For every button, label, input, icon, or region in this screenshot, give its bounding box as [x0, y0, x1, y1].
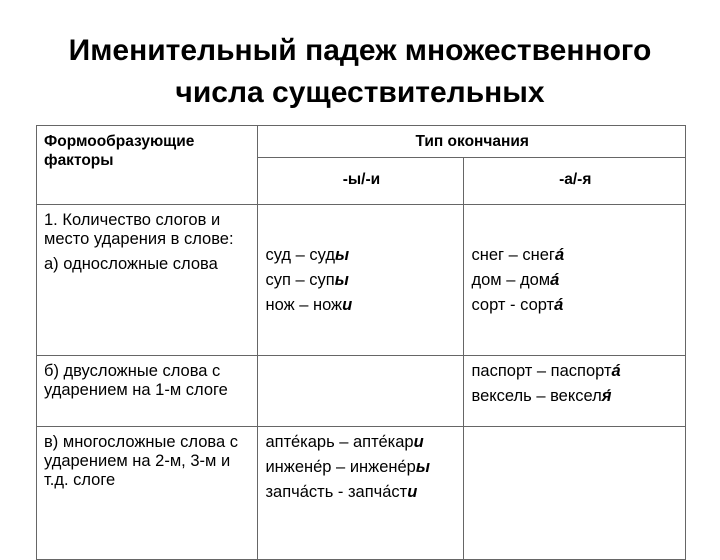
factor-cell — [37, 356, 258, 427]
ending-mark: и — [413, 433, 424, 451]
header-ending-y: -ы/-и — [258, 158, 464, 205]
ending-a-cell — [464, 205, 686, 356]
table-header-row — [37, 126, 686, 158]
ending-mark: и — [342, 295, 353, 314]
title-line-2: числа существительных — [175, 76, 545, 109]
word-pair: инжене́р – инжене́ры — [265, 458, 430, 476]
ending-mark: ы — [415, 458, 430, 476]
word-pair: снег – снегá — [471, 245, 565, 264]
ending-mark: и — [407, 483, 418, 501]
factor-text: а) односложные слова — [44, 255, 218, 273]
ending-mark: á — [554, 295, 564, 314]
header-ending-a: -а/-я — [464, 158, 686, 205]
ending-a-cell — [464, 356, 686, 427]
word-pair: нож – ножи — [265, 295, 353, 314]
table-row — [37, 205, 686, 356]
page-title — [0, 30, 720, 114]
word-pair: апте́карь – апте́кари — [265, 433, 424, 451]
table-row — [37, 356, 686, 427]
title-line-1: Именительный падеж множественного — [68, 34, 652, 67]
noun-plural-table — [36, 125, 686, 560]
ending-mark: ы — [334, 245, 350, 264]
word-pair: суп – супы — [265, 270, 349, 289]
word-pair: вексель – векселя́ — [471, 387, 612, 405]
header-factors: Формообразующие факторы — [37, 126, 258, 205]
factor-text: б) двусложные слова с ударением на 1-м слоге — [44, 362, 228, 399]
ending-mark: á — [550, 270, 560, 289]
factor-cell — [37, 205, 258, 356]
ending-mark: я́ — [601, 387, 612, 405]
ending-mark: á — [554, 245, 565, 264]
word-pair: сорт - сортá — [471, 295, 564, 314]
ending-y-cell — [258, 205, 464, 356]
word-pair: суд – суды — [265, 245, 350, 264]
factor-text: в) многосложные слова с ударением на 2-м, 3-м и т.д. слоге — [44, 433, 238, 489]
ending-y-cell — [258, 356, 464, 427]
word-pair: запча́сть - запча́сти — [265, 483, 418, 501]
ending-mark: ы — [334, 270, 349, 289]
factor-text: 1. Количество слогов и место ударения в слове: — [44, 211, 234, 248]
ending-mark: á — [611, 362, 621, 380]
word-pair: дом – домá — [471, 270, 560, 289]
word-pair: паспорт – паспортá — [471, 362, 621, 380]
header-ending-type: Тип окончания — [258, 126, 686, 158]
